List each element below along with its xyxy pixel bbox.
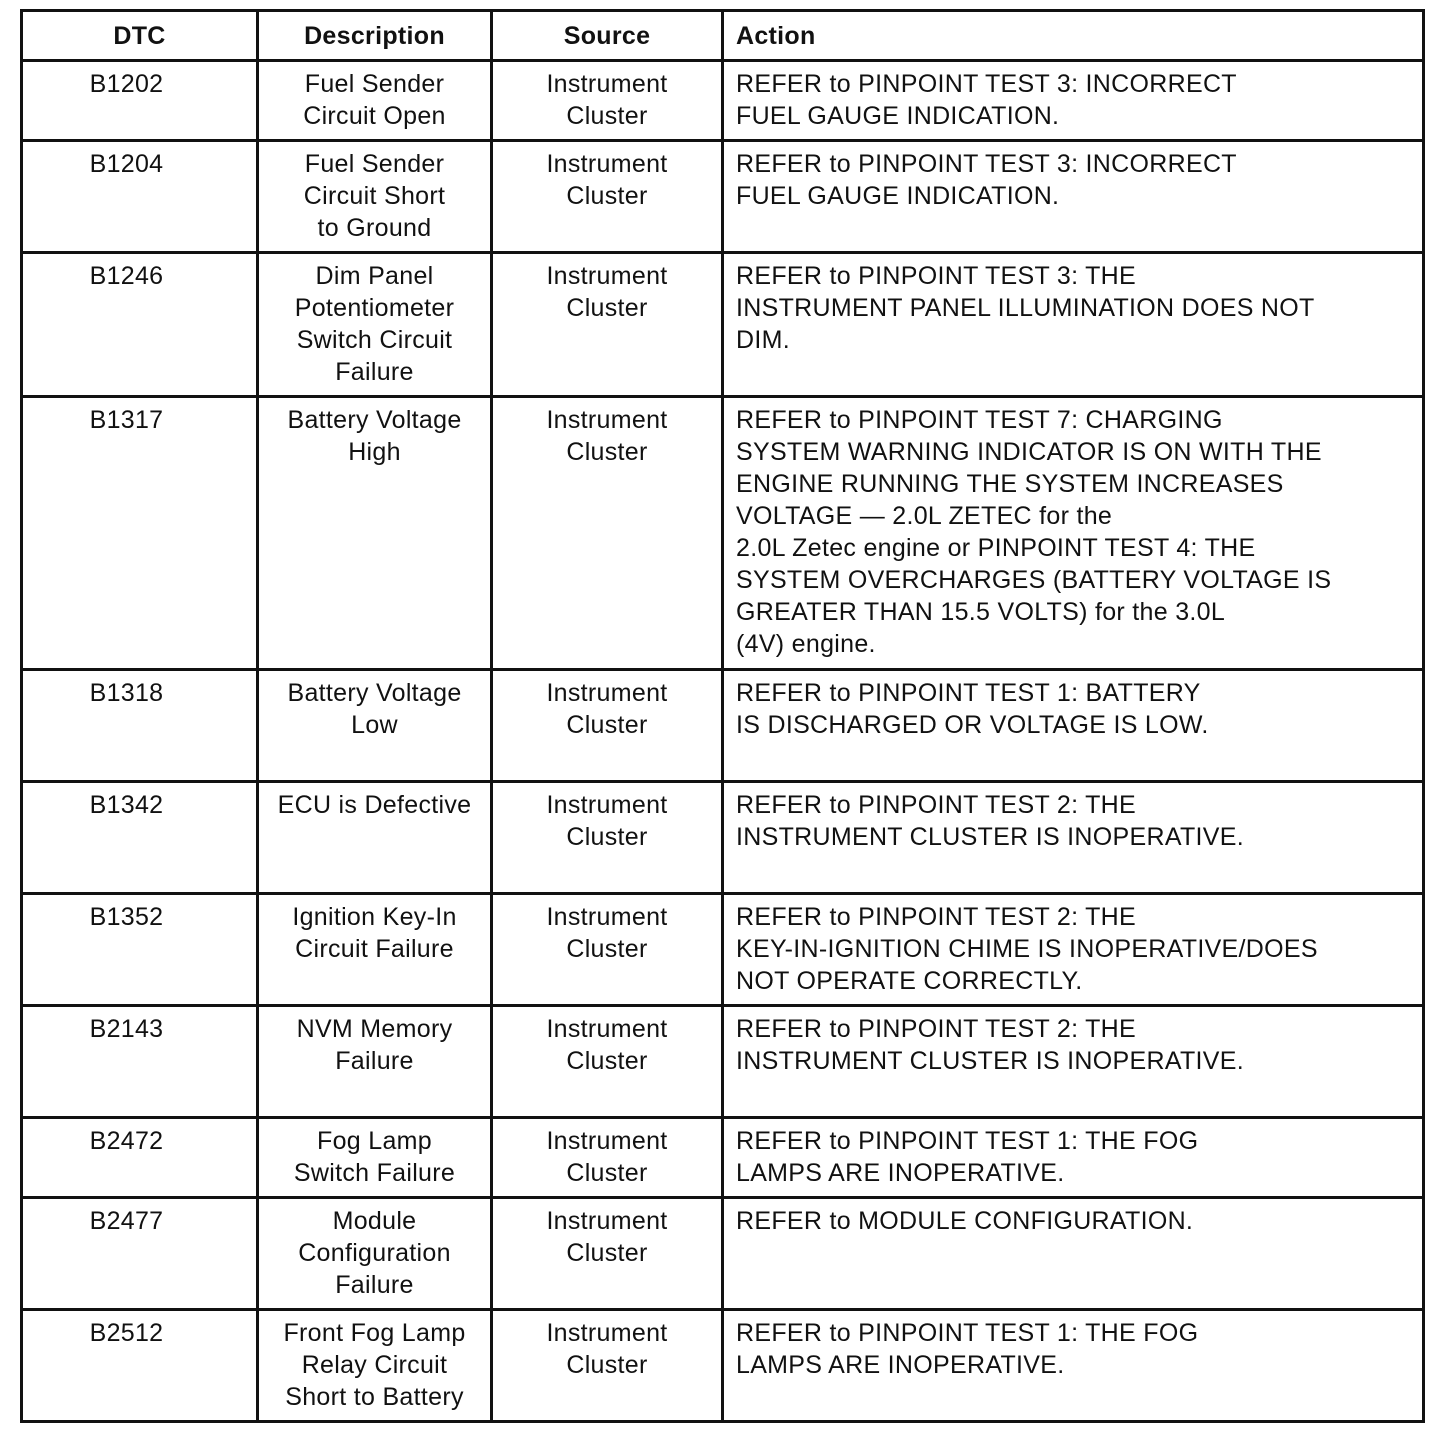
action-cell xyxy=(723,61,1424,141)
action-cell xyxy=(723,1198,1424,1310)
dtc-code: B1246 xyxy=(22,253,258,397)
dtc-code: B1318 xyxy=(22,670,258,782)
description-cell-line: Dim Panel xyxy=(315,262,434,290)
action-cell-line: INSTRUMENT PANEL ILLUMINATION DOES NOT xyxy=(736,294,1315,322)
description-cell xyxy=(258,141,492,253)
description-cell xyxy=(258,397,492,670)
source-cell-line: Instrument xyxy=(546,1319,668,1347)
description-cell-line: Failure xyxy=(335,358,414,386)
description-cell-line: Potentiometer xyxy=(294,294,455,322)
table-row xyxy=(22,782,1424,894)
table-row xyxy=(22,670,1424,782)
description-cell xyxy=(258,1118,492,1198)
action-cell-line: FUEL GAUGE INDICATION. xyxy=(736,182,1060,210)
dtc-code: B1352 xyxy=(22,894,258,1006)
description-cell xyxy=(258,253,492,397)
action-cell-line: DIM. xyxy=(736,326,790,354)
source-cell-line: Cluster xyxy=(566,438,648,466)
source-cell-line: Cluster xyxy=(566,823,648,851)
dtc-table xyxy=(20,9,1425,1423)
dtc-code: B2472 xyxy=(22,1118,258,1198)
description-cell-line: Front Fog Lamp xyxy=(283,1319,466,1347)
header-description: Description xyxy=(258,11,492,61)
action-cell-line: REFER to PINPOINT TEST 1: BATTERY xyxy=(736,679,1201,707)
source-cell xyxy=(492,782,723,894)
table-row xyxy=(22,1118,1424,1198)
description-cell-line: Fog Lamp xyxy=(317,1127,432,1155)
source-cell-line: Instrument xyxy=(546,1127,668,1155)
action-cell-line: SYSTEM OVERCHARGES (BATTERY VOLTAGE IS xyxy=(736,566,1332,594)
dtc-code: B1317 xyxy=(22,397,258,670)
action-cell-line: INSTRUMENT CLUSTER IS INOPERATIVE. xyxy=(736,823,1244,851)
source-cell-line: Cluster xyxy=(566,935,648,963)
action-cell-line: (4V) engine. xyxy=(736,630,876,658)
source-cell-line: Instrument xyxy=(546,262,668,290)
description-cell-line: Battery Voltage xyxy=(287,679,462,707)
action-cell-line: KEY-IN-IGNITION CHIME IS INOPERATIVE/DOES xyxy=(736,935,1318,963)
table-row xyxy=(22,1310,1424,1422)
action-cell xyxy=(723,670,1424,782)
source-cell xyxy=(492,1006,723,1118)
dtc-code: B2512 xyxy=(22,1310,258,1422)
action-cell xyxy=(723,141,1424,253)
source-cell xyxy=(492,61,723,141)
action-cell-line: NOT OPERATE CORRECTLY. xyxy=(736,967,1083,995)
description-cell-line: Switch Failure xyxy=(293,1159,456,1187)
source-cell xyxy=(492,894,723,1006)
description-cell-line: Configuration xyxy=(298,1239,451,1267)
action-cell-line: LAMPS ARE INOPERATIVE. xyxy=(736,1159,1065,1187)
action-cell xyxy=(723,253,1424,397)
source-cell-line: Cluster xyxy=(566,102,648,130)
action-cell xyxy=(723,397,1424,670)
dtc-code: B1342 xyxy=(22,782,258,894)
header-dtc: DTC xyxy=(22,11,258,61)
description-cell-line: Failure xyxy=(335,1271,414,1299)
description-cell-line: Circuit Open xyxy=(303,102,446,130)
source-cell-line: Instrument xyxy=(546,150,668,178)
description-cell-line: Fuel Sender xyxy=(304,150,445,178)
description-cell-line: NVM Memory xyxy=(296,1015,453,1043)
source-cell xyxy=(492,1198,723,1310)
source-cell-line: Instrument xyxy=(546,1207,668,1235)
dtc-code: B1202 xyxy=(22,61,258,141)
action-cell-line: REFER to PINPOINT TEST 3: INCORRECT xyxy=(736,70,1237,98)
source-cell-line: Instrument xyxy=(546,70,668,98)
header-row xyxy=(22,11,1424,61)
description-cell xyxy=(258,1310,492,1422)
description-cell-line: Short to Battery xyxy=(285,1383,464,1411)
action-cell xyxy=(723,894,1424,1006)
source-cell-line: Cluster xyxy=(566,294,648,322)
source-cell-line: Cluster xyxy=(566,182,648,210)
description-cell-line: Relay Circuit xyxy=(301,1351,448,1379)
description-cell xyxy=(258,670,492,782)
source-cell xyxy=(492,1310,723,1422)
action-cell-line: REFER to PINPOINT TEST 3: THE xyxy=(736,262,1137,290)
action-cell xyxy=(723,1118,1424,1198)
source-cell-line: Instrument xyxy=(546,406,668,434)
description-cell-line: Circuit Failure xyxy=(295,935,454,963)
dtc-code: B2143 xyxy=(22,1006,258,1118)
source-cell-line: Cluster xyxy=(566,1351,648,1379)
description-cell xyxy=(258,782,492,894)
action-cell-line: REFER to PINPOINT TEST 2: THE xyxy=(736,791,1137,819)
action-cell-line: REFER to PINPOINT TEST 7: CHARGING xyxy=(736,406,1223,434)
source-cell-line: Instrument xyxy=(546,791,668,819)
table-row xyxy=(22,141,1424,253)
description-cell-line: Switch Circuit xyxy=(296,326,453,354)
table-row xyxy=(22,1006,1424,1118)
action-cell xyxy=(723,782,1424,894)
action-cell-line: REFER to PINPOINT TEST 1: THE FOG xyxy=(736,1319,1199,1347)
table-row xyxy=(22,1198,1424,1310)
action-cell-line: GREATER THAN 15.5 VOLTS) for the 3.0L xyxy=(736,598,1226,626)
description-cell-line: Circuit Short xyxy=(303,182,446,210)
description-cell-line: High xyxy=(348,438,401,466)
action-cell-line: 2.0L Zetec engine or PINPOINT TEST 4: THE xyxy=(736,534,1256,562)
action-cell-line: INSTRUMENT CLUSTER IS INOPERATIVE. xyxy=(736,1047,1244,1075)
source-cell xyxy=(492,253,723,397)
description-cell-line: to Ground xyxy=(317,214,432,242)
description-cell-line: ECU is Defective xyxy=(277,791,472,819)
action-cell-line: IS DISCHARGED OR VOLTAGE IS LOW. xyxy=(736,711,1209,739)
action-cell xyxy=(723,1310,1424,1422)
table-row xyxy=(22,894,1424,1006)
header-source: Source xyxy=(492,11,723,61)
description-cell-line: Battery Voltage xyxy=(287,406,462,434)
description-cell-line: Ignition Key-In xyxy=(292,903,457,931)
action-cell-line: LAMPS ARE INOPERATIVE. xyxy=(736,1351,1065,1379)
source-cell-line: Cluster xyxy=(566,1159,648,1187)
action-cell-line: REFER to PINPOINT TEST 2: THE xyxy=(736,1015,1137,1043)
description-cell-line: Failure xyxy=(335,1047,414,1075)
action-cell-line: REFER to PINPOINT TEST 1: THE FOG xyxy=(736,1127,1199,1155)
source-cell-line: Instrument xyxy=(546,1015,668,1043)
source-cell-line: Cluster xyxy=(566,1239,648,1267)
table-row xyxy=(22,253,1424,397)
description-cell xyxy=(258,1006,492,1118)
action-cell-line: REFER to MODULE CONFIGURATION. xyxy=(736,1207,1194,1235)
description-cell-line: Fuel Sender xyxy=(304,70,445,98)
dtc-code: B2477 xyxy=(22,1198,258,1310)
action-cell-line: SYSTEM WARNING INDICATOR IS ON WITH THE xyxy=(736,438,1322,466)
source-cell xyxy=(492,1118,723,1198)
source-cell xyxy=(492,141,723,253)
source-cell xyxy=(492,397,723,670)
action-cell-line: REFER to PINPOINT TEST 2: THE xyxy=(736,903,1137,931)
source-cell-line: Instrument xyxy=(546,679,668,707)
action-cell-line: VOLTAGE — 2.0L ZETEC for the xyxy=(736,502,1113,530)
table-body xyxy=(22,61,1424,1422)
dtc-code: B1204 xyxy=(22,141,258,253)
table-row xyxy=(22,61,1424,141)
description-cell xyxy=(258,61,492,141)
table-row xyxy=(22,397,1424,670)
description-cell-line: Low xyxy=(351,711,398,739)
description-cell xyxy=(258,1198,492,1310)
source-cell xyxy=(492,670,723,782)
header-action: Action xyxy=(723,11,1424,61)
description-cell xyxy=(258,894,492,1006)
source-cell-line: Cluster xyxy=(566,1047,648,1075)
action-cell-line: FUEL GAUGE INDICATION. xyxy=(736,102,1060,130)
action-cell-line: REFER to PINPOINT TEST 3: INCORRECT xyxy=(736,150,1237,178)
source-cell-line: Instrument xyxy=(546,903,668,931)
source-cell-line: Cluster xyxy=(566,711,648,739)
action-cell-line: ENGINE RUNNING THE SYSTEM INCREASES xyxy=(736,470,1284,498)
action-cell xyxy=(723,1006,1424,1118)
description-cell-line: Module xyxy=(332,1207,417,1235)
